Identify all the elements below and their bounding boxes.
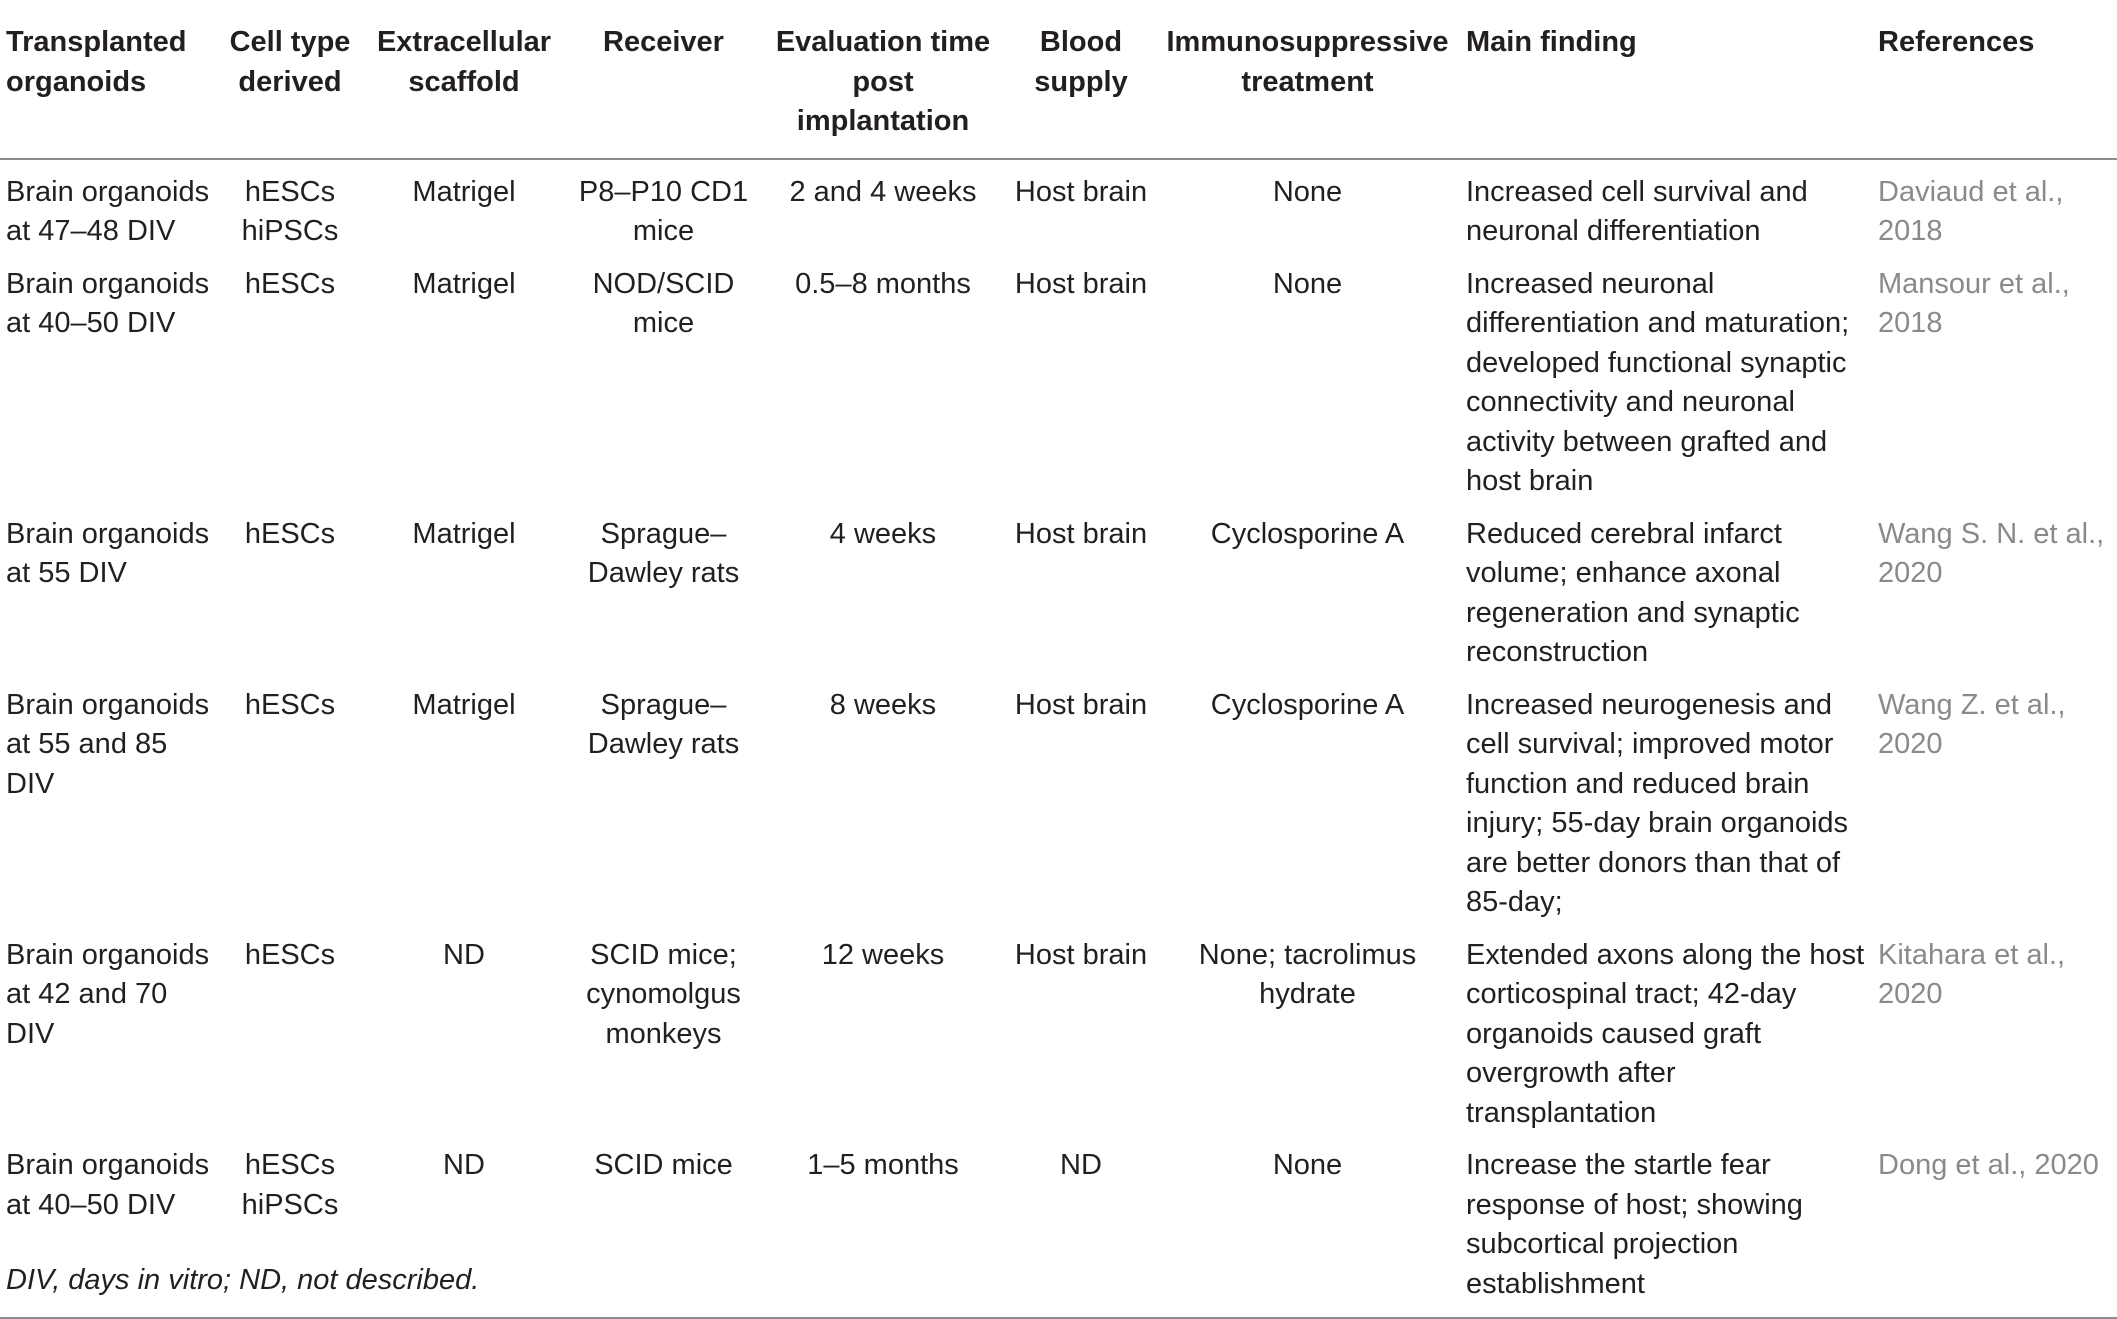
cell-cell-type: hESCs xyxy=(244,517,336,550)
table-body xyxy=(0,159,2117,1319)
cell-main-finding: Reduced cerebral infarct volume; enhance axonal regeneration and synaptic reconstruction xyxy=(1466,517,1800,668)
cell-blood-supply: Host brain xyxy=(1014,267,1148,300)
header-evaluation-time: Evaluation time post implantation xyxy=(759,0,1007,159)
cell-blood-supply: Host brain xyxy=(1014,938,1148,971)
cell-organoids: Brain organoids at 55 DIV xyxy=(6,517,210,589)
header-transplanted-organoids: Transplanted organoids xyxy=(0,0,220,159)
cell-blood-supply: Host brain xyxy=(1014,517,1148,550)
cell-immunosuppressive: None xyxy=(1272,267,1343,300)
cell-scaffold: Matrigel xyxy=(412,688,516,721)
header-immunosuppressive: Immunosuppressive treatment xyxy=(1155,0,1460,159)
cell-receiver: Sprague–Dawley rats xyxy=(587,517,740,589)
cell-scaffold: ND xyxy=(360,1133,568,1318)
cell-organoids: Brain organoids at 40–50 DIV xyxy=(6,267,210,339)
reference-link[interactable]: Wang Z. et al., 2020 xyxy=(1878,688,2066,760)
cell-evaluation: 1–5 months xyxy=(759,1133,1007,1318)
header-main-finding: Main finding xyxy=(1460,0,1872,159)
cell-scaffold: Matrigel xyxy=(412,267,516,300)
table-row xyxy=(0,159,2117,252)
cell-cell-type: hESCs xyxy=(244,938,336,971)
table-row xyxy=(0,502,2117,673)
cell-main-finding: Increase the startle fear response of host; showing subcortical projection establishment xyxy=(1460,1133,1872,1318)
cell-cell-type: hESCs hiPSCs xyxy=(220,1133,360,1318)
cell-receiver: SCID mice; cynomolgus monkeys xyxy=(586,938,741,1050)
reference-link[interactable]: Wang S. N. et al., 2020 xyxy=(1878,517,2105,589)
cell-organoids: Brain organoids at 47–48 DIV xyxy=(6,175,210,247)
cell-evaluation: 12 weeks xyxy=(821,938,945,971)
cell-blood-supply: Host brain xyxy=(1014,175,1148,208)
cell-cell-type: hESCs xyxy=(244,688,336,721)
cell-immunosuppressive: None xyxy=(1155,1133,1460,1318)
table-row xyxy=(0,252,2117,502)
cell-evaluation: 0.5–8 months xyxy=(795,267,971,300)
cell-evaluation: 8 weeks xyxy=(829,688,937,721)
cell-evaluation: 2 and 4 weeks xyxy=(789,175,977,208)
cell-main-finding: Extended axons along the host corticospinal tract; 42-day organoids caused graft overgrowth after transplantation xyxy=(1466,938,1865,1129)
reference-link[interactable]: Dong et al., 2020 xyxy=(1872,1133,2117,1318)
cell-immunosuppressive: None xyxy=(1272,175,1343,208)
header-row xyxy=(0,0,2117,159)
cell-receiver: SCID mice xyxy=(568,1133,759,1318)
cell-organoids: Brain organoids at 55 and 85 DIV xyxy=(6,688,210,800)
cell-main-finding: Increased neuronal differentiation and maturation; developed functional synaptic connectivity and neuronal activity between grafted and host brain xyxy=(1466,267,1850,497)
table-row xyxy=(0,923,2117,1134)
cell-evaluation: 4 weeks xyxy=(829,517,937,550)
reference-link[interactable]: Daviaud et al., 2018 xyxy=(1878,175,2064,247)
cell-receiver: NOD/SCID mice xyxy=(592,267,735,339)
cell-cell-type: hESCs hiPSCs xyxy=(241,175,339,247)
cell-main-finding: Increased cell survival and neuronal differentiation xyxy=(1466,175,1808,247)
cell-main-finding: Increased neurogenesis and cell survival; improved motor function and reduced brain injury; 55-day brain organoids are better donors than that of 85-day; xyxy=(1466,688,1849,918)
header-extracellular-scaffold: Extracellular scaffold xyxy=(360,0,568,159)
table-row xyxy=(0,673,2117,923)
cell-blood-supply: Host brain xyxy=(1014,688,1148,721)
header-references: References xyxy=(1872,0,2117,159)
cell-scaffold: ND xyxy=(443,938,485,971)
cell-receiver: Sprague–Dawley rats xyxy=(587,688,740,760)
header-blood-supply: Blood supply xyxy=(1007,0,1155,159)
table-header xyxy=(0,0,2117,159)
cell-organoids: Brain organoids at 42 and 70 DIV xyxy=(6,938,210,1050)
cell-cell-type: hESCs xyxy=(244,267,336,300)
reference-link[interactable]: Mansour et al., 2018 xyxy=(1878,267,2070,339)
cell-blood-supply: ND xyxy=(1007,1133,1155,1318)
header-cell-type: Cell type derived xyxy=(220,0,360,159)
cell-immunosuppressive: Cyclosporine A xyxy=(1210,517,1405,550)
cell-receiver: P8–P10 CD1 mice xyxy=(578,175,749,247)
header-receiver: Receiver xyxy=(568,0,759,159)
table-footnote: DIV, days in vitro; ND, not described. xyxy=(6,1264,480,1296)
cell-immunosuppressive: None; tacrolimus hydrate xyxy=(1198,938,1417,1010)
reference-link[interactable]: Kitahara et al., 2020 xyxy=(1878,938,2065,1010)
cell-organoids: Brain organoids at 40–50 DIV xyxy=(0,1133,220,1318)
cell-immunosuppressive: Cyclosporine A xyxy=(1210,688,1405,721)
cell-scaffold: Matrigel xyxy=(412,175,516,208)
cell-scaffold: Matrigel xyxy=(412,517,516,550)
